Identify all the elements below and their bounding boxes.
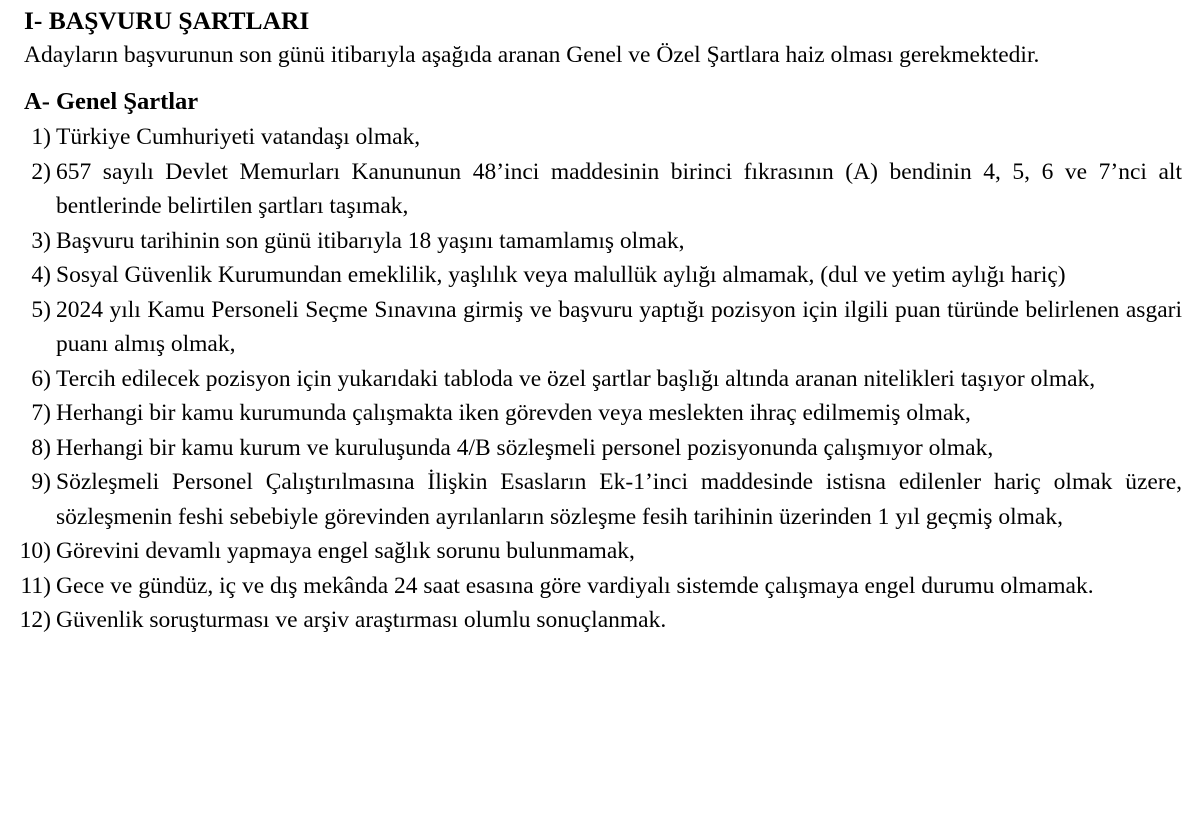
list-item <box>14 120 1182 155</box>
list-item <box>14 258 1182 293</box>
list-item-text: Sosyal Güvenlik Kurumundan emeklilik, yaşlılık veya malullük aylığı almamak, (dul ve yetim aylığı hariç) <box>56 262 1066 288</box>
list-item-number: 11) <box>20 572 51 599</box>
list-item-number: 12) <box>19 607 51 633</box>
list-item-number: 9) <box>31 469 51 495</box>
list-item <box>14 396 1182 431</box>
list-item-text: Herhangi bir kamu kurum ve kuruluşunda 4/B sözleşmeli personel pozisyonunda çalışmıyor olmak, <box>56 434 994 461</box>
list-item-number: 8) <box>31 434 51 461</box>
list-item <box>14 362 1182 397</box>
list-item-text: Sözleşmeli Personel Çalıştırılmasına İlişkin Esasların Ek-1’inci maddesinde istisna edilenler hariç olmak üzere, sözleşmenin feshi sebebiyle görevinden ayrılanların sözleşme fesih tarihinin üzerinden 1 yıl geçmiş olmak, <box>56 469 1182 530</box>
subsection-title: A- Genel Şartlar <box>24 88 199 115</box>
list-item-text: 657 sayılı Devlet Memurları Kanununun 48’inci maddesinin birinci fıkrasının (A) bendinin 4, 5, 6 ve 7’nci alt bentlerinde belirtilen şartları taşımak, <box>56 158 1182 219</box>
section-intro: Adayların başvurunun son günü itibarıyla aşağıda aranan Genel ve Özel Şartlara haiz olması gerekmektedir. <box>24 42 1040 68</box>
list-item-text: Herhangi bir kamu kurumunda çalışmakta iken görevden veya meslekten ihraç edilmemiş olmak, <box>56 400 971 426</box>
list-item <box>14 569 1182 604</box>
list-item-text: Görevini devamlı yapmaya engel sağlık sorunu bulunmamak, <box>56 538 635 564</box>
list-item-number: 3) <box>31 227 51 254</box>
list-item <box>14 293 1182 362</box>
list-item <box>14 224 1182 259</box>
list-item-text: Başvuru tarihinin son günü itibarıyla 18 yaşını tamamlamış olmak, <box>56 227 685 254</box>
list-item-text: Güvenlik soruşturması ve arşiv araştırması olumlu sonuçlanmak. <box>56 607 667 633</box>
list-item <box>14 155 1182 224</box>
list-item-number: 6) <box>31 365 51 392</box>
list-item-text: Tercih edilecek pozisyon için yukarıdaki tabloda ve özel şartlar başlığı altında aranan nitelikleri taşıyor olmak, <box>56 365 1096 392</box>
list-item-number: 5) <box>31 296 51 323</box>
list-item <box>14 431 1182 466</box>
list-item-text: Türkiye Cumhuriyeti vatandaşı olmak, <box>56 124 421 150</box>
list-item-number: 2) <box>31 158 51 185</box>
list-item-text: 2024 yılı Kamu Personeli Seçme Sınavına girmiş ve başvuru yaptığı pozisyon için ilgili puan türünde belirlenen asgari puanı almış olmak, <box>56 296 1182 357</box>
list-item <box>14 465 1182 534</box>
list-item-text: Gece ve gündüz, iç ve dış mekânda 24 saat esasına göre vardiyalı sistemde çalışmaya engel durumu olmamak. <box>56 572 1094 599</box>
section-title: I- BAŞVURU ŞARTLARI <box>24 6 310 35</box>
list-item-number: 4) <box>31 262 51 288</box>
list-item-number: 7) <box>31 400 51 426</box>
list-item <box>14 603 1182 638</box>
list-item <box>14 534 1182 569</box>
list-item-number: 1) <box>31 124 51 150</box>
list-item-number: 10) <box>19 538 51 564</box>
general-conditions-list <box>14 120 1182 638</box>
